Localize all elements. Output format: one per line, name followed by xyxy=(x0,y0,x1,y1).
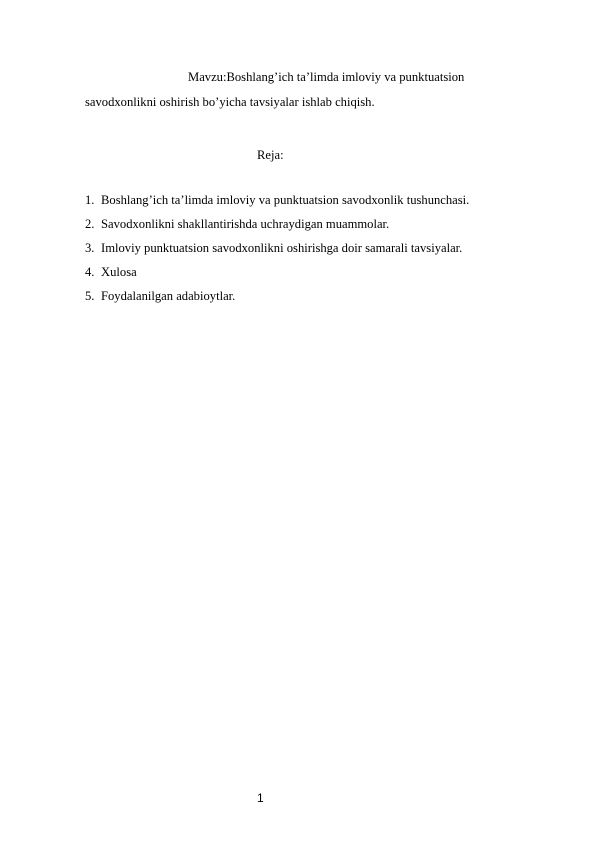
plan-item xyxy=(85,288,469,312)
plan-item xyxy=(85,192,469,216)
plan-item-number: 3. xyxy=(85,241,95,255)
plan-item-text: Xulosa xyxy=(101,265,137,279)
plan-heading: Reja: xyxy=(257,148,284,162)
page-number: 1 xyxy=(257,791,264,805)
plan-item xyxy=(85,240,469,264)
topic-title-line-1: Mavzu:Boshlang’ich ta’limda imloviy va punktuatsion xyxy=(188,70,465,84)
plan-item-number: 4. xyxy=(85,265,95,279)
plan-item-number: 1. xyxy=(85,193,95,207)
plan-item-text: Imloviy punktuatsion savodxonlikni oshirishga doir samarali tavsiyalar. xyxy=(101,241,463,255)
plan-item-text: Savodxonlikni shakllantirishda uchraydigan muammolar. xyxy=(101,217,390,231)
plan-item-text: Foydalanilgan adabioytlar. xyxy=(101,289,236,303)
plan-item-number: 5. xyxy=(85,289,95,303)
plan-item-number: 2. xyxy=(85,217,95,231)
plan-item-text: Boshlang’ich ta’limda imloviy va punktuatsion savodxonlik tushunchasi. xyxy=(101,193,470,207)
plan-item xyxy=(85,216,469,240)
topic-title-line-2: savodxonlikni oshirish bo’yicha tavsiyalar ishlab chiqish. xyxy=(85,95,375,109)
plan-item xyxy=(85,264,469,288)
plan-list xyxy=(85,192,469,312)
